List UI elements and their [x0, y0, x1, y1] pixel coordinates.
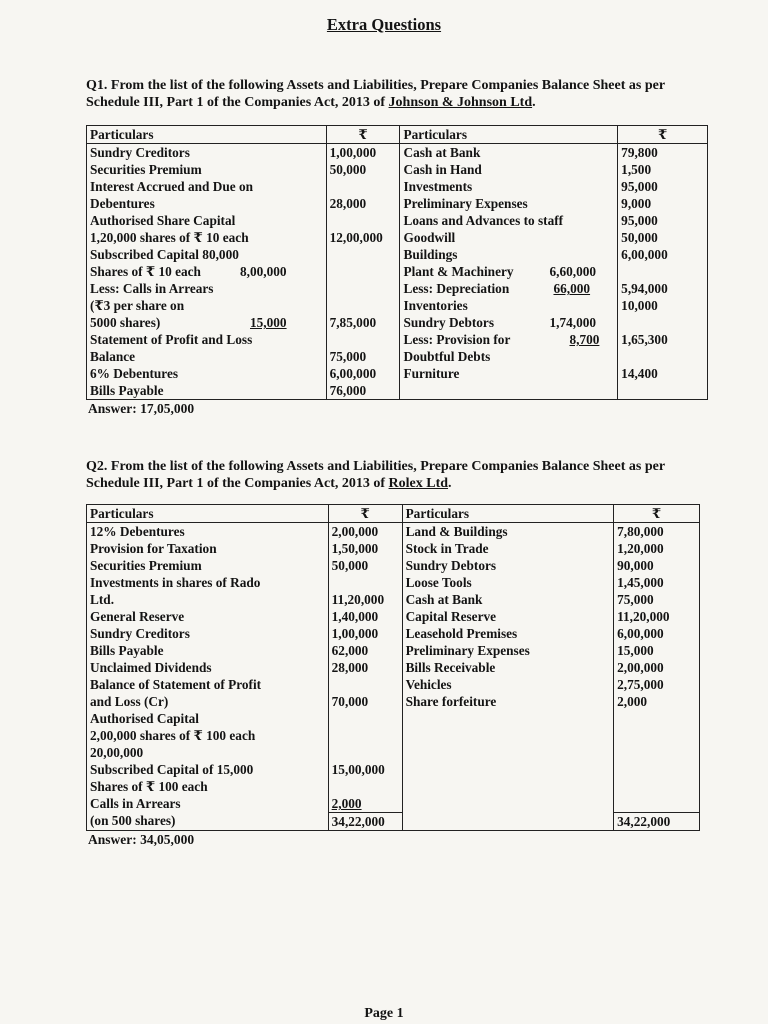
q2-left-line: Ltd.	[90, 592, 115, 607]
q1-left-rupee-header: ₹	[326, 126, 400, 144]
q1-right-line: Sundry Debtors	[403, 315, 494, 330]
q1-left-amount	[330, 178, 397, 195]
q1-answer: Answer: 17,05,000	[88, 401, 195, 416]
q2-right-line: Stock in Trade	[405, 541, 489, 556]
q2-answer: Answer: 34,05,000	[88, 832, 195, 847]
q2-left-amount: 2,000	[331, 796, 362, 811]
q1-left-amount	[330, 280, 397, 297]
q2-right-particulars-header: Particulars	[402, 505, 614, 523]
q2-left-line: Shares of ₹ 100 each	[90, 779, 208, 794]
q2-right-amount: 6,00,000	[617, 626, 664, 641]
q1-right-amount: 79,800	[621, 145, 658, 160]
q2-assets-column	[402, 523, 614, 831]
q1-left-line: Balance	[90, 349, 136, 364]
q1-right-line: Less: Provision for	[403, 332, 511, 347]
q1-left-line: Debentures	[90, 196, 155, 211]
q2-liabilities-amounts	[328, 523, 402, 813]
q1-right-amount: 95,000	[621, 213, 658, 228]
q2-left-line: Balance of Statement of Profit	[90, 677, 262, 692]
q1-right-amount	[621, 314, 704, 331]
q2-left-amount	[332, 778, 399, 795]
q1-left-line: Sundry Creditors	[90, 145, 190, 160]
q1-right-line-with-sub	[403, 331, 614, 348]
q1-right-amount: 1,500	[621, 162, 652, 177]
q2-question-lead: Q2. From the list of the following Assets and Liabilities, Prepare Companies Balance Sheet as per Schedule III, Part 1 of the Companies Act, 2013 of	[86, 459, 665, 491]
q2-right-amount: 7,80,000	[617, 524, 664, 539]
q1-left-amount: 75,000	[329, 349, 367, 364]
q1-left-amount: 7,85,000	[329, 315, 377, 330]
q1-left-line: Authorised Share Capital	[90, 213, 236, 228]
q2-left-amount	[332, 744, 399, 761]
page-title: Extra Questions	[326, 15, 442, 34]
q1-right-line: Less: Depreciation	[403, 281, 510, 296]
q1-left-line: Less: Calls in Arrears	[90, 281, 214, 296]
q2-right-line: Sundry Debtors	[405, 558, 497, 573]
q1-left-sub-amount: 8,00,000	[240, 264, 287, 279]
q1-right-sub-amount: 8,700	[569, 332, 600, 347]
q1-balance-table	[86, 125, 708, 400]
q1-liabilities-column	[87, 144, 327, 400]
q2-right-line: Vehicles	[405, 677, 452, 692]
q1-left-line: 5000 shares)	[90, 315, 161, 330]
q2-left-line: Investments in shares of Rado	[90, 575, 261, 590]
q2-left-amount: 2,00,000	[331, 524, 379, 539]
q2-right-line: Bills Receivable	[405, 660, 496, 675]
q2-left-line: Provision for Taxation	[90, 541, 217, 556]
q1-right-line: Investments	[403, 179, 473, 194]
page-number: Page 1	[364, 1006, 404, 1021]
q1-right-line-with-sub	[403, 263, 614, 280]
q1-right-amount: 50,000	[621, 230, 658, 245]
q1-left-amount	[330, 331, 397, 348]
q2-right-line: Share forfeiture	[405, 694, 497, 709]
q1-right-line-with-sub	[403, 314, 614, 331]
q2-left-amount: 1,50,000	[331, 541, 379, 556]
q1-right-amount: 6,00,000	[621, 247, 668, 262]
q1-right-line: Cash at Bank	[403, 145, 481, 160]
q2-left-line: 2,00,000 shares of ₹ 100 each	[90, 728, 256, 743]
q1-right-line: Buildings	[403, 247, 458, 262]
q1-left-line-with-sub	[90, 263, 323, 280]
q1-right-amount: 5,94,000	[621, 281, 668, 296]
q2-left-amount: 50,000	[331, 558, 369, 573]
q1-assets-amounts	[618, 144, 708, 400]
q2-left-amount: 15,00,000	[331, 762, 385, 777]
q2-left-line: and Loss (Cr)	[90, 694, 169, 709]
q1-left-line: Bills Payable	[90, 383, 164, 398]
q2-left-amount: 11,20,000	[331, 592, 385, 607]
q1-right-line: Preliminary Expenses	[403, 196, 528, 211]
q2-left-line: 12% Debentures	[90, 524, 185, 539]
q2-right-amount: 11,20,000	[617, 609, 670, 624]
q2-left-amount: 1,00,000	[331, 626, 379, 641]
q1-left-amount	[330, 246, 397, 263]
q1-left-particulars-header: Particulars	[87, 126, 327, 144]
q1-left-amount: 12,00,000	[329, 230, 383, 245]
q2-right-line: Land & Buildings	[405, 524, 508, 539]
q2-right-line: Capital Reserve	[405, 609, 497, 624]
q2-left-amount: 62,000	[331, 643, 369, 658]
q2-right-line: Preliminary Expenses	[405, 643, 530, 658]
q1-right-line: Cash in Hand	[403, 162, 482, 177]
q2-right-total: 34,22,000	[614, 813, 700, 831]
q2-left-amount	[332, 676, 399, 693]
q1-right-amount: 14,400	[621, 366, 658, 381]
q2-liabilities-column	[87, 523, 329, 831]
q1-left-amount	[330, 263, 397, 280]
q1-company-name: Johnson & Johnson Ltd	[388, 95, 533, 110]
q1-right-rupee-header: ₹	[618, 126, 708, 144]
q1-left-line: 6% Debentures	[90, 366, 179, 381]
q2-right-amount: 1,45,000	[617, 575, 664, 590]
q1-left-sub-amount: 15,000	[250, 315, 287, 330]
q1-right-amount: 1,65,300	[621, 332, 668, 347]
q2-right-line: Loose Tools	[405, 575, 472, 590]
q2-right-line: Cash at Bank	[405, 592, 483, 607]
q2-balance-table	[86, 504, 700, 831]
q2-left-line: Unclaimed Dividends	[90, 660, 212, 675]
q2-header-row	[87, 505, 700, 523]
q1-question-text	[86, 77, 706, 111]
q1-left-line: (₹3 per share on	[90, 298, 185, 313]
q2-left-line: Subscribed Capital of 15,000	[90, 762, 254, 777]
q1-right-line: Inventories	[403, 298, 468, 313]
q1-right-amount	[621, 263, 704, 280]
q2-left-line: (on 500 shares)	[90, 813, 176, 828]
q1-right-line: Doubtful Debts	[403, 349, 491, 364]
q1-right-particulars-header: Particulars	[400, 126, 618, 144]
q2-right-amount: 2,75,000	[617, 677, 664, 692]
q2-left-line: Authorised Capital	[90, 711, 199, 726]
q1-left-line: 1,20,000 shares of ₹ 10 each	[90, 230, 249, 245]
q2-left-amount	[332, 574, 399, 591]
q2-company-name: Rolex Ltd	[388, 476, 449, 491]
q1-body-row	[87, 144, 708, 400]
q2-left-particulars-header: Particulars	[87, 505, 329, 523]
q1-left-line: Shares of ₹ 10 each	[90, 264, 201, 279]
q2-left-line: Calls in Arrears	[90, 796, 181, 811]
q1-left-amount	[330, 212, 397, 229]
q1-left-line: Interest Accrued and Due on	[90, 179, 254, 194]
q2-right-amount: 2,00,000	[617, 660, 664, 675]
q1-left-amount: 28,000	[329, 196, 367, 211]
q2-right-line: Leasehold Premises	[405, 626, 518, 641]
q2-left-line: Sundry Creditors	[90, 626, 190, 641]
q2-left-line: 20,00,000	[90, 745, 144, 760]
q2-left-line: Securities Premium	[90, 558, 202, 573]
q2-right-amount: 1,20,000	[617, 541, 664, 556]
q1-right-amount: 95,000	[621, 179, 658, 194]
q2-body-row	[87, 523, 700, 813]
q1-question-end: .	[532, 95, 536, 110]
q2-left-line: General Reserve	[90, 609, 185, 624]
q1-right-sub-amount: 66,000	[553, 281, 591, 296]
q2-assets-amounts	[614, 523, 700, 813]
q2-right-amount: 15,000	[617, 643, 654, 658]
q2-left-amount: 1,40,000	[331, 609, 379, 624]
q1-left-line: Statement of Profit and Loss	[90, 332, 253, 347]
q1-liabilities-amounts	[326, 144, 400, 400]
q1-left-amount: 6,00,000	[329, 366, 377, 381]
q2-question-text	[86, 458, 706, 492]
q1-left-line: Securities Premium	[90, 162, 202, 177]
q2-left-line: Bills Payable	[90, 643, 164, 658]
q1-header-row	[87, 126, 708, 144]
q1-right-amount: 10,000	[621, 298, 658, 313]
q2-left-amount: 28,000	[331, 660, 369, 675]
q1-left-line-with-sub	[90, 314, 323, 331]
q2-left-total: 34,22,000	[328, 813, 402, 831]
q1-right-amount: 9,000	[621, 196, 652, 211]
q1-assets-column	[400, 144, 618, 400]
q1-left-amount: 76,000	[329, 383, 367, 398]
q2-right-amount: 75,000	[617, 592, 654, 607]
q1-right-line-with-sub	[403, 280, 614, 297]
q1-right-line: Loans and Advances to staff	[403, 213, 564, 228]
q2-right-amount: 2,000	[617, 694, 648, 709]
q2-right-rupee-header: ₹	[614, 505, 700, 523]
q1-left-amount: 1,00,000	[329, 145, 377, 160]
q1-left-amount	[330, 297, 397, 314]
q2-left-rupee-header: ₹	[328, 505, 402, 523]
q1-right-amount	[621, 348, 704, 365]
q2-left-amount	[332, 710, 399, 727]
q2-left-amount: 70,000	[331, 694, 369, 709]
q1-left-line: Subscribed Capital 80,000	[90, 247, 239, 262]
q1-right-line: Furniture	[403, 366, 460, 381]
q2-left-amount	[332, 727, 399, 744]
q1-right-line: Goodwill	[403, 230, 456, 245]
q1-right-sub-amount: 6,60,000	[549, 264, 597, 279]
q1-left-amount: 50,000	[329, 162, 367, 177]
q1-right-sub-amount: 1,74,000	[549, 315, 597, 330]
q1-question-lead: Q1. From the list of the following Assets and Liabilities, Prepare Companies Balance Sheet as per Schedule III, Part 1 of the Companies Act, 2013 of	[86, 78, 665, 110]
q2-right-amount: 90,000	[617, 558, 654, 573]
q1-right-line: Plant & Machinery	[403, 264, 514, 279]
q2-question-end: .	[448, 476, 452, 491]
